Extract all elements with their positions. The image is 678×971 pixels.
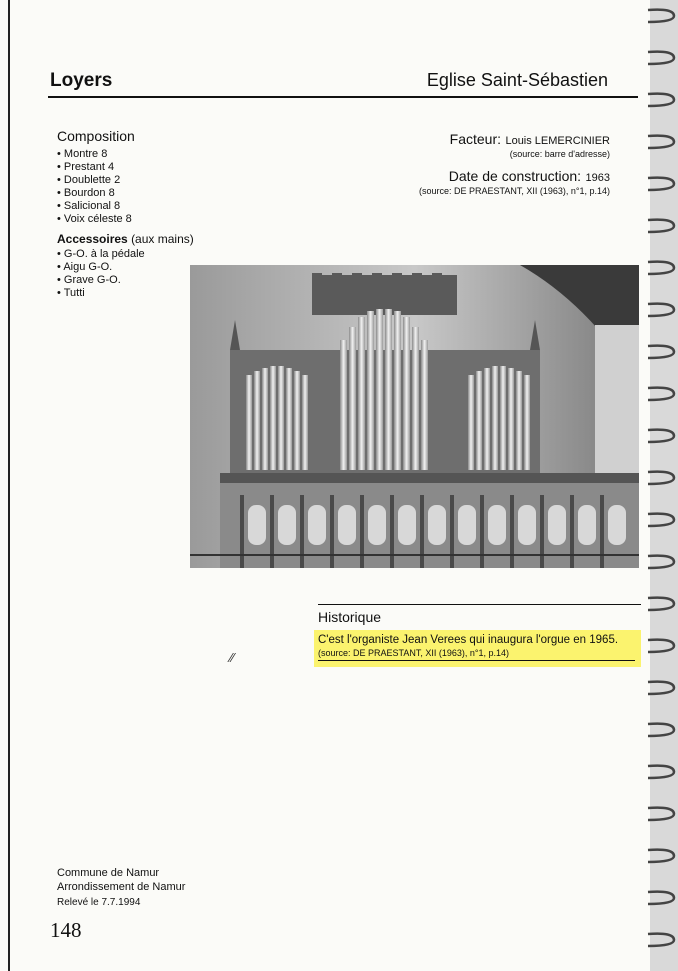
construction-date-block [419, 168, 610, 196]
construction-date-value: 1963 [585, 172, 610, 184]
accessory-item: • Grave G-O. [57, 274, 257, 287]
handwritten-mark-icon: ⁄⁄ [230, 650, 235, 665]
history-source: (source: DE PRAESTANT, XII (1963), n°1, p.14) [318, 648, 510, 658]
accessories-heading [57, 232, 257, 246]
accessory-item: • Tutti [57, 287, 257, 300]
spiral-binding-icon [644, 0, 678, 971]
history-text: C'est l'organiste Jean Verees qui inaugura l'orgue en 1965. [318, 634, 619, 646]
footer-arrondissement: Arrondissement de Namur [57, 881, 186, 893]
church-title: Eglise Saint-Sébastien [426, 70, 608, 90]
stop-item: • Prestant 4 [57, 161, 257, 174]
stop-item: • Doublette 2 [57, 174, 257, 187]
builder-source: (source: barre d'adresse) [509, 149, 610, 159]
builder-label: Facteur: [449, 131, 501, 147]
page-number: 148 [50, 918, 82, 942]
accessories-qualifier: (aux mains) [131, 232, 194, 246]
history-section [318, 604, 641, 667]
organ-photo [190, 265, 639, 568]
accessories-title: Accessoires [57, 232, 128, 246]
stop-item: • Voix céleste 8 [57, 213, 257, 226]
construction-date-label: Date de construction: [448, 168, 582, 184]
footer-releve: Relevé le 7.7.1994 [57, 897, 141, 908]
location-title: Loyers [50, 70, 113, 91]
accessory-item: • G-O. à la pédale [57, 248, 257, 261]
accessory-item: • Aigu G-O. [57, 261, 257, 274]
stop-list [57, 148, 257, 226]
builder-block [450, 131, 610, 159]
stop-item: • Salicional 8 [57, 200, 257, 213]
history-top-divider [318, 604, 641, 605]
stop-item: • Bourdon 8 [57, 187, 257, 200]
composition-heading: Composition [57, 128, 135, 144]
page-edge [8, 0, 10, 971]
builder-name: Louis LEMERCINIER [505, 135, 610, 147]
construction-date-source: (source: DE PRAESTANT, XII (1963), n°1, p.14) [418, 186, 610, 196]
history-highlight [314, 630, 641, 667]
organ-photo-icon [190, 265, 639, 568]
stop-item: • Montre 8 [57, 148, 257, 161]
history-bottom-divider [318, 660, 635, 661]
footer-commune: Commune de Namur [57, 867, 160, 879]
history-heading: Historique [318, 609, 382, 625]
footer-block [57, 866, 185, 910]
header-divider [48, 96, 638, 98]
